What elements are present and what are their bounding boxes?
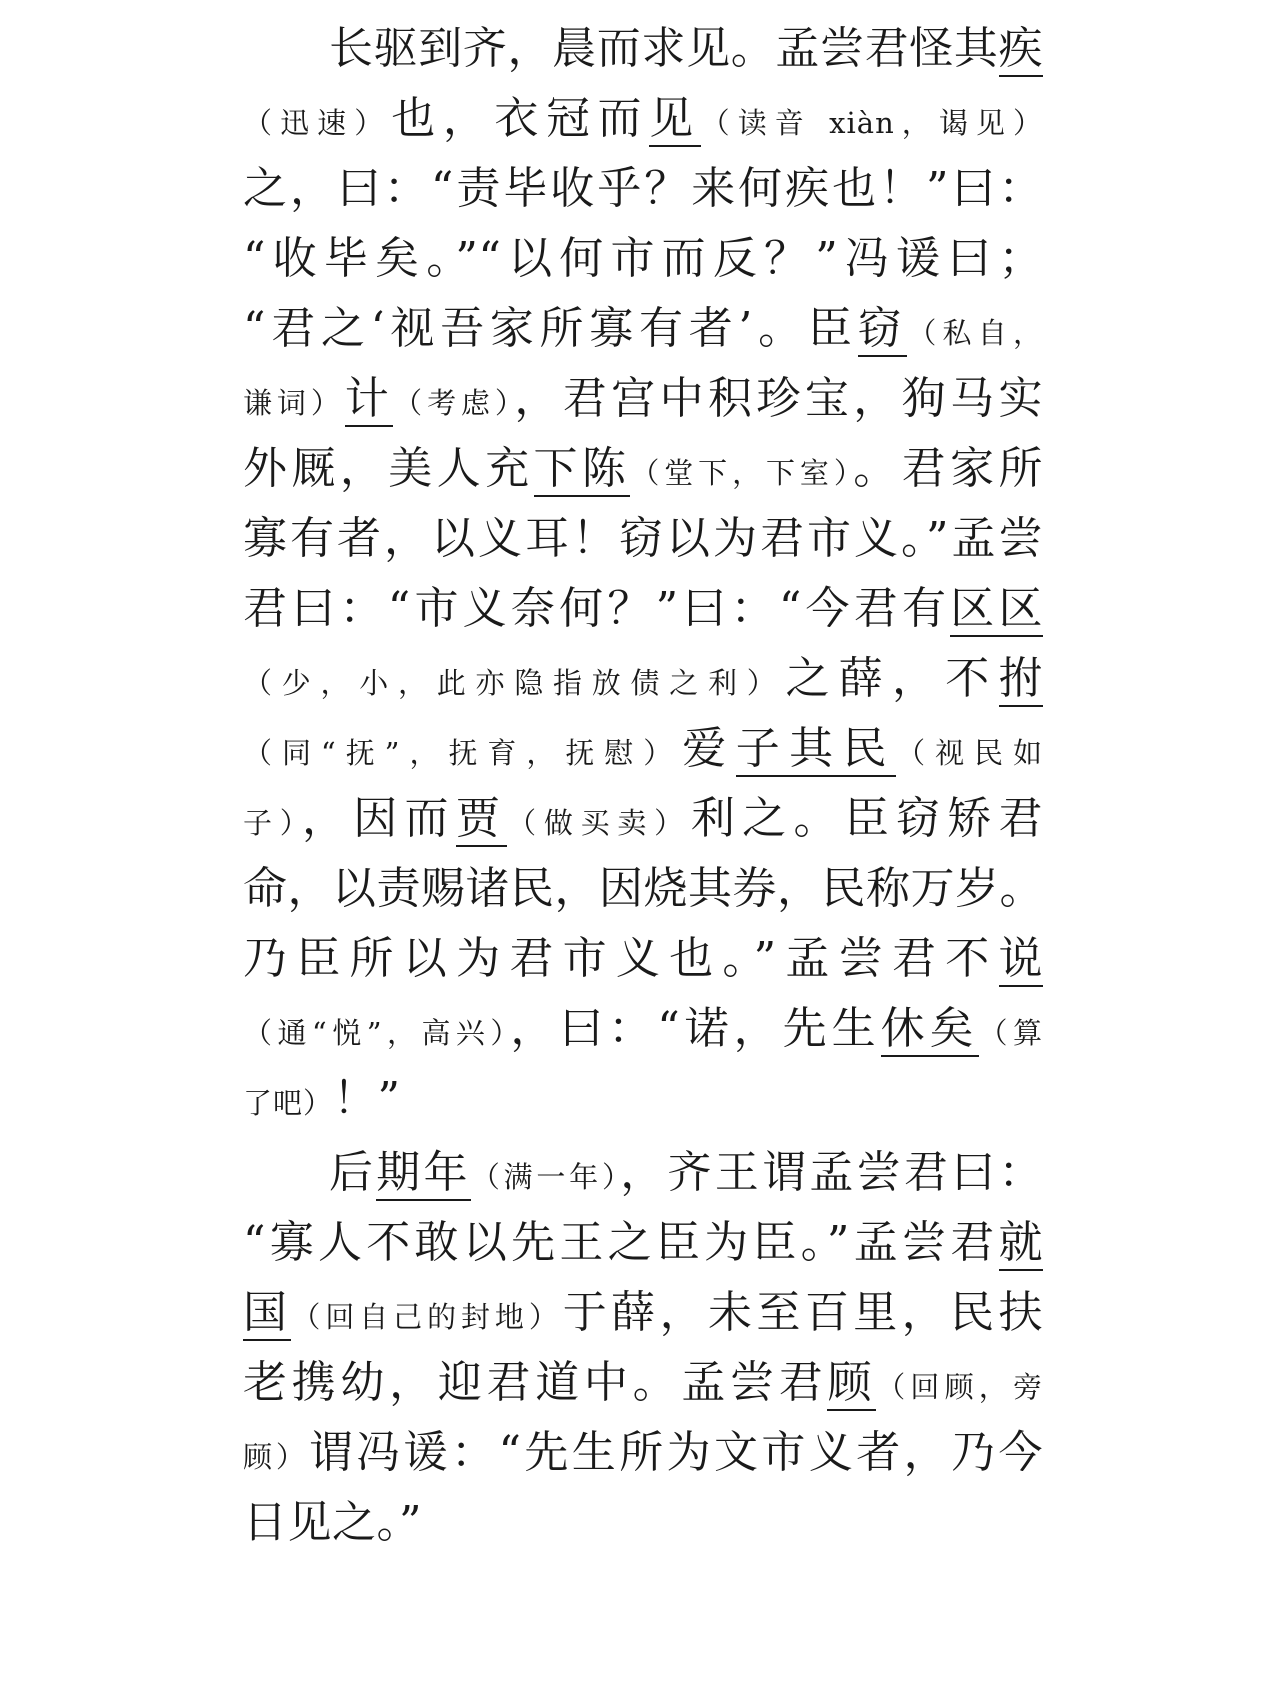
annotated-term: 子其民 <box>736 723 896 777</box>
annotated-term: 计 <box>345 373 393 427</box>
gloss-note: （读音 xiàn，谒见） <box>700 106 1044 140</box>
text-line <box>243 152 1043 226</box>
gloss-note: （少，小，此亦隐指放债之利） <box>243 666 786 700</box>
text-line <box>243 572 1043 646</box>
text-run: “君之‘视吾家所寡有者’。臣 <box>243 303 858 354</box>
annotated-term: 顾 <box>827 1357 876 1411</box>
annotated-term: 期年 <box>376 1147 471 1201</box>
annotated-term: 休矣 <box>881 1003 979 1057</box>
gloss-note: 了吧） <box>243 1086 334 1120</box>
text-run: 利之。臣窃矫君 <box>690 793 1043 844</box>
text-line <box>243 502 1043 576</box>
text-line <box>243 1276 1043 1350</box>
text-line <box>243 432 1043 506</box>
gloss-note: （私自， <box>907 316 1043 350</box>
annotated-term: 区区 <box>950 583 1043 637</box>
gloss-note: （迅速） <box>243 106 392 140</box>
gloss-note: （算 <box>978 1016 1043 1050</box>
annotated-term: 下陈 <box>534 443 631 497</box>
text-line <box>243 1346 1043 1420</box>
gloss-note: （同“抚”，抚育，抚慰） <box>243 736 683 770</box>
text-line <box>243 1486 1043 1560</box>
text-line <box>329 1136 1043 1210</box>
text-run: ，君宫中积珍宝，狗马实 <box>514 373 1043 424</box>
text-line <box>243 922 1043 996</box>
text-run: 老携幼，迎君道中。孟尝君 <box>243 1357 828 1408</box>
gloss-note: （通“悦”，高兴） <box>243 1016 511 1050</box>
gloss-note: 谦词） <box>243 386 345 420</box>
annotated-term: 国 <box>243 1287 291 1341</box>
gloss-note: （堂下，下室） <box>630 456 854 490</box>
text-line <box>243 82 1043 156</box>
text-line <box>243 1416 1043 1490</box>
text-line <box>243 1206 1043 1280</box>
text-run: 君曰：“市义奈何？”曰：“今君有 <box>243 583 951 634</box>
gloss-note: （做买卖） <box>507 806 691 840</box>
text-run: 命，以责赐诸民，因烧其券，民称万岁。 <box>243 863 1044 914</box>
gloss-note: （回顾，旁 <box>876 1370 1044 1404</box>
text-line <box>243 712 1043 786</box>
text-run: 爱 <box>682 723 736 774</box>
text-line <box>243 1062 1043 1136</box>
annotated-term: 见 <box>649 93 701 147</box>
gloss-note: （考虑） <box>393 386 515 420</box>
text-line <box>243 362 1043 436</box>
text-run: “收毕矣。”“以何市而反？”冯谖曰； <box>243 233 1043 284</box>
annotated-term: 就 <box>999 1217 1044 1271</box>
text-run: 。君家所 <box>853 443 1044 494</box>
text-line <box>243 782 1043 856</box>
gloss-note: （满一年） <box>470 1160 621 1194</box>
text-line <box>329 12 1043 86</box>
gloss-note: （回自己的封地） <box>291 1300 563 1334</box>
text-line <box>243 992 1043 1066</box>
text-run: 谓冯谖：“先生所为文市义者，乃今 <box>308 1427 1043 1478</box>
text-line <box>243 292 1043 366</box>
annotated-term: 疾 <box>999 23 1044 77</box>
text-run: 日见之。” <box>243 1497 422 1548</box>
annotated-term: 拊 <box>999 653 1044 707</box>
text-run: 之薛，不 <box>785 653 999 704</box>
text-line <box>243 642 1043 716</box>
text-run: ，曰：“诺，先生 <box>510 1003 881 1054</box>
text-line <box>243 222 1043 296</box>
text-run: 也，衣冠而 <box>391 93 650 144</box>
annotated-term: 贾 <box>456 793 507 847</box>
text-run: “寡人不敢以先王之臣为臣。”孟尝君 <box>243 1217 999 1268</box>
gloss-note: 顾） <box>243 1440 309 1474</box>
text-run: 后 <box>329 1147 377 1198</box>
text-line <box>243 852 1043 926</box>
text-run: 之，曰：“责毕收乎？来何疾也！”曰： <box>243 163 1043 214</box>
text-run: 寡有者，以义耳！窃以为君市义。”孟尝 <box>243 513 1043 564</box>
gloss-note: 子） <box>243 806 303 840</box>
text-run: ，齐王谓孟尝君曰： <box>620 1147 1043 1198</box>
text-run: 外厩，美人充 <box>243 443 534 494</box>
text-run: 乃臣所以为君市义也。”孟尝君不 <box>243 933 999 984</box>
annotated-term: 说 <box>999 933 1044 987</box>
text-run: ，因而 <box>302 793 456 844</box>
annotated-term: 窃 <box>858 303 908 357</box>
text-run: 长驱到齐，晨而求见。孟尝君怪其 <box>329 23 999 74</box>
text-run: ！” <box>333 1073 401 1124</box>
gloss-note: （视民如 <box>896 736 1044 770</box>
text-run: 于薛，未至百里，民扶 <box>562 1287 1043 1338</box>
